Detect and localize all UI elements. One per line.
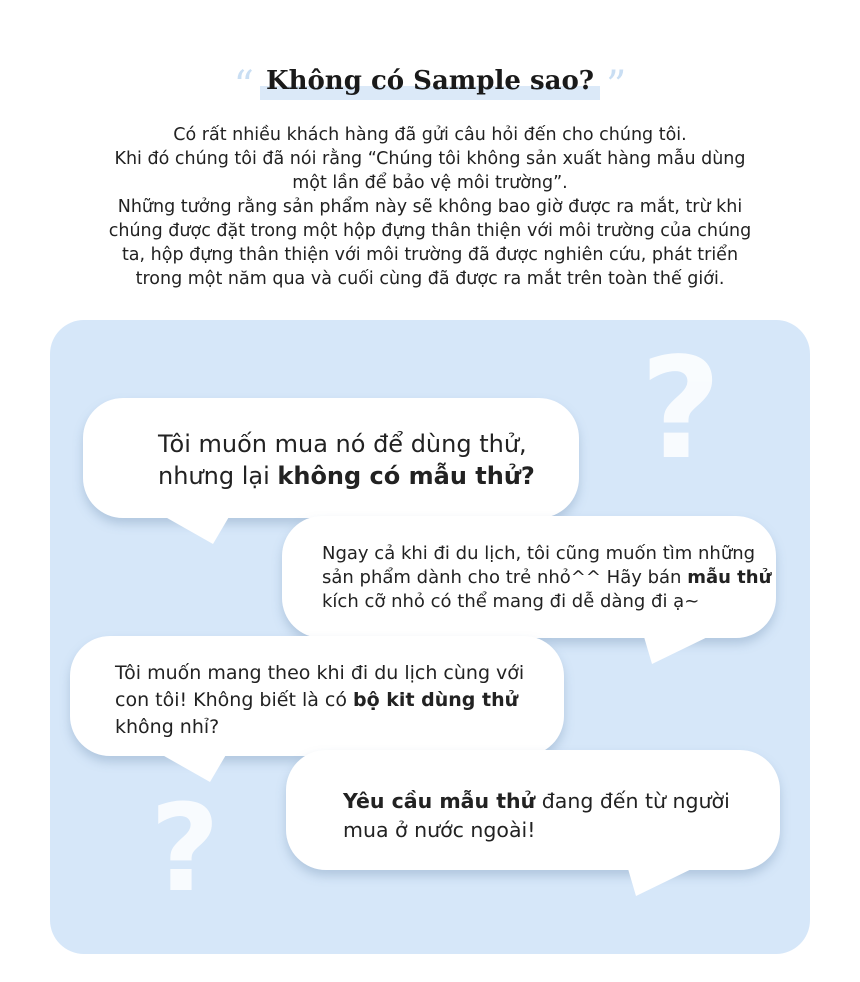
speech-bubble-2 <box>282 516 776 638</box>
intro-line-1: Có rất nhiều khách hàng đã gửi câu hỏi đến cho chúng tôi. <box>173 125 687 145</box>
close-quote-icon: ” <box>606 63 627 109</box>
bubble-3-line-1: Tôi muốn mang theo khi đi du lịch cùng với <box>115 662 525 684</box>
bubble-4-line-1-bold: Yêu cầu mẫu thử <box>343 789 536 813</box>
page-title: Không có Sample sao? <box>260 64 600 100</box>
intro-text <box>100 123 760 291</box>
bubble-3-line-2 <box>115 687 524 714</box>
bubble-2-text <box>322 542 771 614</box>
bubble-1-line-2-normal: nhưng lại <box>158 462 278 490</box>
bubble-2-line-2-bold: mẫu thử <box>687 567 772 588</box>
question-mark-icon: ? <box>640 328 722 491</box>
bubble-4-line-1 <box>343 787 730 816</box>
bubble-2-line-1: Ngay cả khi đi du lịch, tôi cũng muốn tìm những <box>322 543 756 564</box>
bubble-3-line-2-bold: bộ kit dùng thử <box>353 689 519 711</box>
bubble-tail-icon <box>626 862 706 898</box>
bubble-1-text <box>158 428 535 492</box>
bubble-4-line-2: mua ở nước ngoài! <box>343 818 536 842</box>
bubble-4-line-1-normal: đang đến từ người <box>535 789 730 813</box>
speech-bubble-3 <box>70 636 564 756</box>
open-quote-icon: “ <box>233 63 254 109</box>
bubble-tail-icon <box>642 630 722 666</box>
bubble-2-line-2-normal: sản phẩm dành cho trẻ nhỏ^^ Hãy bán <box>322 567 688 588</box>
speech-bubble-4 <box>286 750 780 870</box>
bubble-2-line-2 <box>322 566 771 590</box>
bubble-2-line-3: kích cỡ nhỏ có thể mang đi dễ dàng đi ạ~ <box>322 591 700 612</box>
bubble-3-line-2-normal: con tôi! Không biết là có <box>115 689 354 711</box>
question-mark-icon: ? <box>150 780 220 919</box>
bubble-4-text <box>343 787 730 845</box>
bubble-tail-icon <box>153 510 233 546</box>
bubble-tail-icon <box>150 748 230 784</box>
speech-bubble-1 <box>83 398 579 518</box>
bubble-1-line-2 <box>158 460 535 492</box>
title-row <box>0 62 860 109</box>
bubble-1-line-1: Tôi muốn mua nó để dùng thử, <box>158 430 527 458</box>
intro-line-2: Khi đó chúng tôi đã nói rằng “Chúng tôi không sản xuất hàng mẫu dùng một lần để bảo vệ môi trường”. <box>114 149 746 193</box>
bubble-3-line-3: không nhỉ? <box>115 716 220 738</box>
bubble-1-line-2-bold: không có mẫu thử? <box>277 462 535 490</box>
intro-line-3: Những tưởng rằng sản phẩm này sẽ không bao giờ được ra mắt, trừ khi chúng được đặt trong một hộp đựng thân thiện với môi trường của chúng ta, hộp đựng thân thiện với môi trường đã được nghiên cứu, phát triển trong một năm qua và cuối cùng đã được ra mắt trên toàn thế giới. <box>108 197 752 289</box>
bubble-3-text <box>115 660 524 741</box>
